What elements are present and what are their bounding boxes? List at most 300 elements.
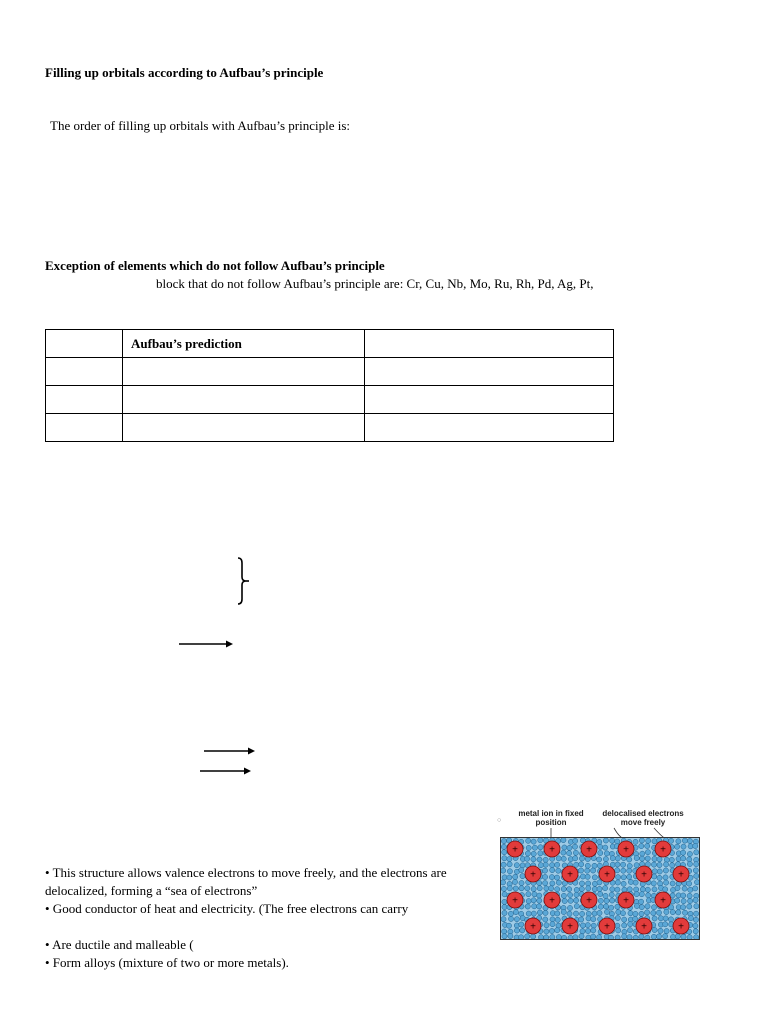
electron-dot [513,874,518,879]
electron-dot [639,911,644,916]
electron-dot [694,850,699,855]
electron-dot [615,923,620,928]
metal-ion [655,841,671,857]
electron-dot [687,935,692,939]
electron-dot [562,898,567,903]
electron-dot [603,886,608,891]
electron-dot [609,905,614,910]
electron-dot [621,875,626,880]
electron-dot [669,838,674,843]
electron-dot [615,915,620,920]
electron-dot [556,880,561,885]
electron-dot [694,904,699,909]
electron-dot [501,868,506,873]
electron-dot [549,875,554,880]
electron-dot [550,917,555,922]
electron-dot [532,892,537,897]
electron-dot [669,905,674,910]
order-text: The order of filling up orbitals with Aufbau’s principle is: [50,118,351,133]
electron-dot [586,881,591,886]
metal-ion [673,866,689,882]
electron-dot [627,928,632,933]
electron-dot [513,886,518,891]
svg-text:+: + [604,869,610,881]
electron-dot [550,868,555,873]
electron-dot [664,929,669,934]
electron-dot [537,910,542,915]
electron-dot [580,929,585,934]
electron-dot [633,839,638,844]
electron-dot [585,874,590,879]
electron-dot [543,857,548,862]
electron-dot [604,851,609,856]
table-row [46,358,614,386]
electron-dot [592,887,597,892]
electron-dot [610,898,615,903]
electron-dot [652,887,657,892]
electron-dot [670,863,675,868]
metal-ion [544,892,560,908]
electron-dot [622,923,627,928]
electron-dot [591,928,596,933]
electron-dot [573,911,578,916]
metal-ion [507,841,523,857]
electron-dot [681,905,686,910]
electron-dot [603,857,608,862]
electron-dot [507,862,512,867]
electron-dot [656,910,661,915]
electron-dot [634,863,639,868]
electron-dot [622,887,627,892]
electron-dot [646,893,651,898]
electron-dot [621,868,626,873]
electron-dot [639,844,644,849]
electron-dot [622,934,627,939]
electron-dot [502,899,507,904]
electron-dot [693,929,698,934]
electron-dot [645,850,650,855]
electron-dot [598,844,603,849]
svg-text:+: + [678,921,684,933]
electron-dot [664,880,669,885]
metal-ion [507,892,523,908]
electron-dot [657,862,662,867]
electron-dot [567,887,572,892]
electron-dot [562,845,567,850]
electron-dot [651,905,656,910]
electron-dot [580,923,585,928]
electron-dot [693,868,698,873]
electron-dot [651,881,656,886]
metallic-bonding-diagram [494,807,704,941]
electron-dot [501,886,506,891]
table-row [46,386,614,414]
svg-text:+: + [604,921,610,933]
electron-dot [579,934,584,939]
electron-dot [531,898,536,903]
electron-dot [682,886,687,891]
electron-dot [526,911,531,916]
table-cell [46,414,123,442]
electron-dot [554,875,559,880]
table-header-cell: Aufbau’s prediction [123,330,365,358]
electron-dot [615,856,620,861]
electron-dot [591,868,596,873]
electron-dot [615,868,620,873]
electron-dot [585,863,590,868]
metal-ion [562,918,578,934]
svg-text:+: + [549,895,555,907]
electron-dot [542,868,547,873]
electron-dot [682,838,687,843]
electron-dot [574,887,579,892]
electron-dot [694,911,699,916]
metal-ion [544,841,560,857]
electron-dot [544,923,549,928]
svg-text:+: + [623,844,629,856]
electron-dot [555,928,560,933]
electron-dot [688,887,693,892]
table-cell [123,414,365,442]
electron-dot [507,869,512,874]
svg-text:+: + [641,869,647,881]
table-header-row [46,330,614,358]
electron-dot [658,928,663,933]
electron-dot [664,862,669,867]
electron-dot [633,916,638,921]
bullet-line: delocalized, forming a “sea of electrons” [45,883,258,898]
electron-dot [676,910,681,915]
electron-dot [615,887,620,892]
svg-text:+: + [530,869,536,881]
electron-dot [526,845,531,850]
electron-dot [526,899,531,904]
electron-dot [645,856,650,861]
electron-dot [694,880,699,885]
metal-ion [599,866,615,882]
svg-text:+: + [512,895,518,907]
table-cell [123,386,365,414]
electron-dot [670,934,675,939]
electron-dot [574,904,579,909]
electron-dot [531,911,536,916]
electron-dot [567,851,572,856]
electron-dot [598,898,603,903]
electron-dot [681,850,686,855]
electron-dot [591,923,596,928]
electron-dot [519,935,524,939]
electron-dot [645,904,650,909]
electron-dot [550,935,555,940]
metal-ion [581,892,597,908]
electron-dot [694,935,699,939]
electron-dot [628,922,633,927]
electron-dot [507,875,512,880]
electron-dot [501,862,506,867]
table-cell [365,414,614,442]
svg-text:+: + [678,869,684,881]
electron-dot [639,934,644,939]
electron-dot [572,844,577,849]
electron-dot [579,862,584,867]
electron-dot [681,856,686,861]
electron-dot [657,857,662,862]
electron-dot [627,868,632,873]
electron-dot [694,873,699,878]
electron-dot [550,881,555,886]
metal-ion [636,866,652,882]
electron-dot [544,929,549,934]
electron-dot [507,886,512,891]
metal-ion [618,892,634,908]
metal-ion [618,841,634,857]
electron-dot [694,862,699,867]
electron-dot [543,874,548,879]
electron-dot [555,862,560,867]
electron-dot [627,935,632,939]
electron-dot [579,886,584,891]
electron-dot [561,893,566,898]
electron-dot [687,904,692,909]
electron-dot [532,845,537,850]
electron-dot [664,909,669,914]
electron-dot [562,935,567,939]
electron-dot [615,862,620,867]
electron-dot [640,856,645,861]
electron-dot [537,904,542,909]
electron-dot [538,851,543,856]
electron-dot [525,934,530,939]
electron-dot [519,867,524,872]
label-delocalised-electrons: delocalised electrons move freely [602,809,684,827]
electron-dot [598,904,603,909]
electron-dot [568,935,573,939]
electron-dot [578,868,583,873]
electron-dot [688,898,693,903]
svg-text:+: + [567,921,573,933]
electron-dot [506,923,511,928]
bullet-list [45,864,485,972]
electron-dot [682,910,687,915]
electron-dot [502,929,507,934]
electron-dot [669,857,674,862]
svg-text:+: + [549,844,555,856]
electron-dot [670,910,675,915]
electron-dot [656,934,661,939]
electron-dot [525,851,530,856]
electron-dot [538,863,543,868]
electron-dot [657,875,662,880]
electron-dot [561,838,566,843]
metal-ion [562,866,578,882]
electron-dot [501,917,506,922]
electron-dot [502,875,507,880]
svg-text:+: + [641,921,647,933]
electron-dot [663,916,668,921]
electron-dot [687,851,692,856]
electron-dot [651,910,656,915]
electron-dot [544,886,549,891]
arrow-right-icon [179,639,234,649]
electron-dot [544,935,549,939]
electron-dot [574,892,579,897]
electron-dot [681,899,686,904]
electron-dot [520,928,525,933]
electron-dot [579,917,584,922]
electron-dot [531,857,536,862]
electron-dot [663,922,668,927]
svg-text:+: + [660,895,666,907]
electron-dot [568,898,573,903]
label-pointer-lines [494,807,704,839]
arrow-right-icon [204,746,256,756]
prediction-table [45,329,614,442]
electron-dot [688,916,693,921]
electron-dot [597,857,602,862]
block-text: block that do not follow Aufbau’s principle are: Cr, Cu, Nb, Mo, Ru, Rh, Pd, Ag, Pt, [156,276,594,291]
electron-dot [627,874,632,879]
svg-text:+: + [512,844,518,856]
electron-dot [610,838,615,843]
bullet-line [45,918,485,936]
electron-dot [640,887,645,892]
electron-dot [652,916,657,921]
electron-dot [580,874,585,879]
electron-dot [507,857,512,862]
metal-ion [525,866,541,882]
bullet-line: • Good conductor of heat and electricity. (The free electrons can carry [45,901,409,916]
electron-dot [574,898,579,903]
electron-dot [526,892,531,897]
electron-dot [615,839,620,844]
electron-dot [591,934,596,939]
electron-dot [663,868,668,873]
electron-dot [615,935,620,939]
electron-dot [568,892,573,897]
electron-dot [610,856,615,861]
electron-dot [628,911,633,916]
electron-dot [567,911,572,916]
electron-dot [610,862,615,867]
electron-dot [555,911,560,916]
electron-dot [597,839,602,844]
electron-dot [555,917,560,922]
electron-dot [663,887,668,892]
electron-dot [633,880,638,885]
electron-dot [639,892,644,897]
electron-dot [502,856,507,861]
electron-dot [652,839,657,844]
electron-dot [615,880,620,885]
electron-dot [514,928,519,933]
electron-dot [633,911,638,916]
metal-ion [636,918,652,934]
electron-dot [616,928,621,933]
electron-dot [592,911,597,916]
electron-dot [604,898,609,903]
electron-dot [519,881,524,886]
electron-dot [561,886,566,891]
electron-dot [622,917,627,922]
electron-dot [537,893,542,898]
electron-dot [688,844,693,849]
electron-dot [603,838,608,843]
electron-dot [585,928,590,933]
svg-text:+: + [567,869,573,881]
table-cell [123,358,365,386]
svg-text:+: + [660,844,666,856]
electron-dot [537,898,542,903]
electron-dot [603,845,608,850]
section-heading-aufbau: Filling up orbitals according to Aufbau’s principle [45,65,324,80]
arrow-right-icon [200,766,252,776]
electron-dot [561,850,566,855]
bullet-line: • This structure allows valence electrons to move freely, and the electrons are [45,865,447,880]
electron-dot [514,863,519,868]
electron-dot [639,899,644,904]
electron-dot [514,917,519,922]
electron-dot [508,933,513,938]
electron-dot [561,856,566,861]
electron-dot [550,922,555,927]
metal-ion [599,918,615,934]
electron-dot [567,905,572,910]
electron-dot [616,875,621,880]
electron-dot [681,893,686,898]
electron-dot [693,898,698,903]
electron-dot [538,845,543,850]
electron-dot [639,838,644,843]
electron-dot [634,903,639,908]
electron-sea [500,837,700,940]
electron-dot [652,869,657,874]
electron-dot [531,886,536,891]
metal-ion [581,841,597,857]
electron-dot [567,845,572,850]
label-metal-ion: metal ion in fixed position [518,809,584,827]
electron-dot [687,861,692,866]
electron-dot [693,886,698,891]
electron-dot [640,851,645,856]
electron-dot [519,886,524,891]
table-cell [46,358,123,386]
electron-dot [627,887,632,892]
electron-dot [676,839,681,844]
electron-dot [501,839,506,844]
electron-dot [603,893,608,898]
electron-dot [693,917,698,922]
electron-dot [675,934,680,939]
electron-dot [532,904,537,909]
electron-dot [555,887,560,892]
electron-dot [525,886,530,891]
electron-dot [687,838,692,843]
electron-dot [573,856,578,861]
electron-dot [627,863,632,868]
metal-ion [673,918,689,934]
electron-dot [675,886,680,891]
electron-dot [525,856,530,861]
electron-dot [597,935,602,939]
electron-dot [549,886,554,891]
electron-dot [561,909,566,914]
bullet-line: • Are ductile and malleable ( [45,937,194,952]
electron-dot [663,875,668,880]
circle-marker-icon: ○ [497,816,502,824]
electron-dot [531,851,536,856]
electron-dot [508,916,513,921]
electron-dot [574,862,579,867]
